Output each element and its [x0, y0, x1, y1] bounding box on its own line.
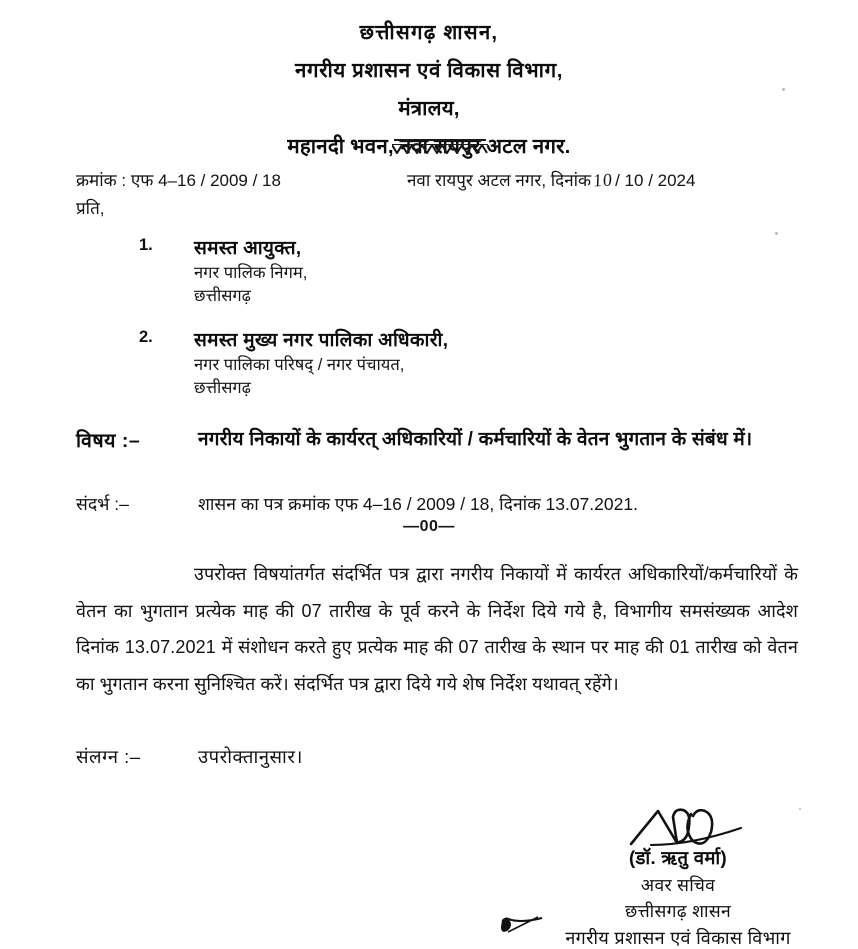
handwritten-signature-icon [518, 804, 838, 848]
addressee-body [194, 236, 776, 307]
enclosure-row [76, 744, 816, 769]
scan-speck [782, 88, 785, 91]
to-label: प्रति, [76, 199, 105, 218]
addressee-line-3: छत्तीसगढ़ [194, 286, 251, 305]
reference-row [76, 168, 806, 194]
signatory-designation: अवर सचिव [640, 874, 716, 895]
reference-text: शासन का पत्र क्रमांक एफ 4–16 / 2009 / 18, दिनांक 13.07.2021. [198, 494, 638, 514]
divider-rule-top [394, 139, 486, 141]
enclosure-label: संलग्न :– [76, 746, 141, 767]
enclosure-text: उपरोक्तानुसार। [198, 746, 303, 767]
subject-label: विषय :– [76, 430, 141, 452]
scan-speck [775, 232, 778, 235]
place-date-prefix: नवा रायपुर अटल नगर, दिनांक [407, 171, 592, 190]
reference-label: संदर्भ :– [76, 494, 129, 514]
signature-block [518, 804, 838, 949]
handwritten-day: 10 [592, 169, 614, 191]
addressee-line-3: छत्तीसगढ़ [194, 378, 251, 397]
ink-initial-mark-icon [498, 912, 544, 942]
sawtooth-icon [392, 145, 488, 154]
scan-speck [799, 808, 801, 810]
letterhead-line-3: मंत्रालय, [398, 96, 460, 120]
date-suffix: / 10 / 2024 [615, 171, 696, 190]
ornamental-divider [392, 139, 488, 155]
addressee-title: समस्त आयुक्त, [194, 238, 302, 259]
addressee-number: 2. [139, 328, 153, 347]
addressee-body [194, 328, 776, 399]
addressee-line-2: नगर पालिक निगम, [194, 263, 308, 282]
place-and-date [407, 168, 695, 191]
letterhead-line-2: नगरीय प्रशासन एवं विकास विभाग, [294, 58, 564, 82]
letterhead-line-4: महानदी भवन, नवा रायपुर अटल नगर. [287, 134, 571, 158]
letterhead-line-1: छत्तीसगढ़ शासन, [359, 21, 499, 44]
subject-row [76, 426, 816, 454]
list-item [76, 236, 776, 307]
list-item [76, 328, 776, 399]
addressee-list [76, 236, 776, 421]
signatory-department: नगरीय प्रशासन एवं विकास विभाग [565, 927, 791, 948]
section-separator: —00— [403, 518, 455, 535]
addressee-line-2: नगर पालिका परिषद् / नगर पंचायत, [194, 356, 405, 375]
addressee-title: समस्त मुख्य नगर पालिका अधिकारी, [194, 330, 449, 352]
order-number: क्रमांक : एफ 4–16 / 2009 / 18 [76, 171, 281, 190]
signature-stroke-icon [621, 804, 771, 848]
body-paragraph: उपरोक्त विषयांतर्गत संदर्भित पत्र द्वारा नगरीय निकायों में कार्यरत अधिकारियों/कर्मचारियों के वेतन का भुगतान प्रत्येक माह की 07 तारीख के पूर्व करने के निर्देश दिये गये है, विभागीय समसंख्यक आदेश दिनांक 13.07.2021 में संशोधन करते हुए प्रत्येक माह की 07 तारीख के स्थान पर माह की 01 तारीख को वेतन का भुगतान करना सुनिश्चित करें। संदर्भित पत्र द्वारा दिये गये शेष निर्देश यथावत् रहेंगे। [76, 564, 798, 694]
subject-text: नगरीय निकायों के कार्यरत् अधिकारियों / कर्मचारियों के वेतन भुगतान के संबंध में। [198, 429, 753, 450]
reference-field-row [76, 492, 816, 517]
signatory-government: छत्तीसगढ़ शासन [625, 901, 731, 922]
signatory-name: (डॉ. ऋतु वर्मा) [629, 847, 727, 868]
addressee-number: 1. [139, 236, 153, 254]
